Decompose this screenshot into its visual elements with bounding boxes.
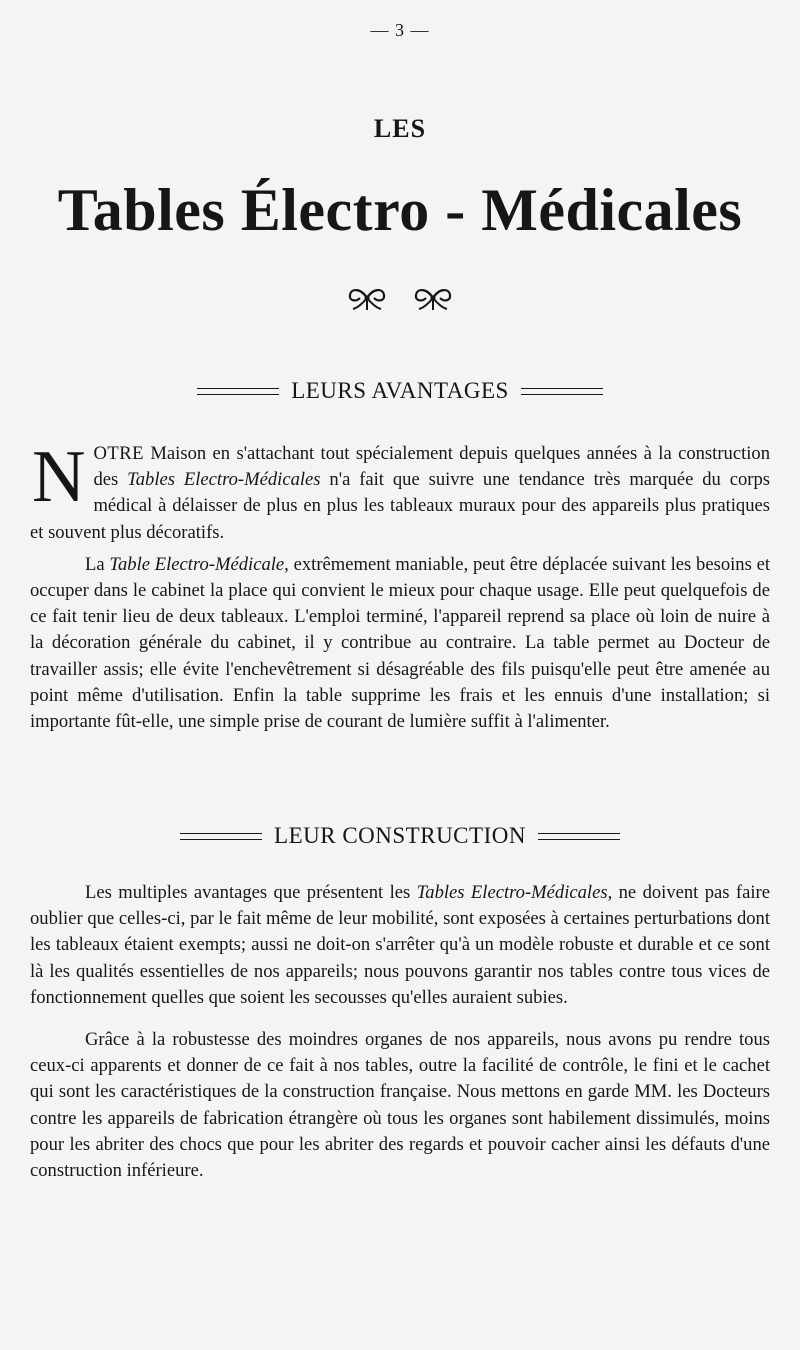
text-run: n'a fait que suivre une tendance très marquée du corps médical à délaisser de plus en plus les tableaux muraux pour des appareils plus pratiques et souvent plus décoratifs. xyxy=(30,469,770,543)
section-heading-avantages xyxy=(0,378,800,404)
fleuron-ornament-icon xyxy=(347,286,387,312)
paragraph xyxy=(30,880,770,1011)
text-run: Les multiples avantages que présentent les xyxy=(85,882,417,903)
paragraph xyxy=(30,436,770,546)
paragraph xyxy=(30,552,770,735)
italic-run: Table Electro-Médicale, xyxy=(109,553,289,575)
page-title: Tables Électro - Médicales xyxy=(57,177,743,243)
title-kicker: LES xyxy=(373,114,427,143)
italic-run: Tables Electro-Médicales, xyxy=(416,882,613,903)
lead-word: OTRE xyxy=(93,443,144,464)
section-construction-body xyxy=(30,880,770,1184)
fleuron-ornament-icon xyxy=(413,286,453,312)
italic-run: Tables Electro-Médicales xyxy=(127,469,321,491)
section-avantages-body xyxy=(30,436,770,735)
section-heading-construction xyxy=(0,823,800,849)
section-heading-text: LEUR CONSTRUCTION xyxy=(274,823,526,848)
text-run: La xyxy=(85,553,110,575)
page-number: — 3 — xyxy=(370,20,430,40)
double-rule-right xyxy=(538,833,620,840)
double-rule-left xyxy=(180,833,262,840)
text-run: extrêmement maniable, peut être déplacée suivant les besoins et occuper dans le cabinet la place qui convient le mieux pour chaque usage. Elle peut quelquefois de ce fait tenir lieu de deux tableaux. L'emploi terminé, l'appareil reprend sa place où loin de nuire à la décoration générale du cabinet, il y contribue au contraire. La table permet au Docteur de travailler assis; elle évite l'enchevêtrement si désagréable des fils puisqu'elle peut être amenée au point même d'utilisation. Enfin la table supprime les frais et les ennuis d'une installation; si importante fût-elle, une simple prise de courant de lumière suffit à l'alimenter. xyxy=(30,553,770,733)
section-heading-text: LEURS AVANTAGES xyxy=(291,378,509,403)
drop-cap: N xyxy=(32,436,86,518)
text-run: ne doivent pas faire oublier que celles-ci, par le fait même de leur mobilité, sont exposées à certaines perturbations dont les tableaux étaient exempts; aussi ne doit-on s'arrêter qu'à un modèle robuste et durable et ce sont là les qualités essentielles de nos appareils; nous pouvons garantir nos tables contre tous vices de fonctionnement quelles que soient les secousses qu'elles auraient subies. xyxy=(30,882,770,1008)
double-rule-left xyxy=(197,388,279,395)
double-rule-right xyxy=(521,388,603,395)
paragraph: Grâce à la robustesse des moindres organes de nos appareils, nous avons pu rendre tous ceux-ci apparents et donner de ce fait à nos tables, outre la facilité de contrôle, le fini et le cachet qui sont les caractéristiques de la construction française. Nous mettons en garde MM. les Docteurs contre les appareils de fabrication étrangère où tous les organes sont habilement dissimulés, moins pour les abriter des chocs que pour les abriter des regards et pouvoir cacher ainsi les défauts d'une construction inférieure. xyxy=(30,1029,770,1182)
ornament-row xyxy=(0,286,800,312)
text-run: Maison en s'attachant tout spécialement depuis quelques années à la construction des xyxy=(93,443,770,491)
